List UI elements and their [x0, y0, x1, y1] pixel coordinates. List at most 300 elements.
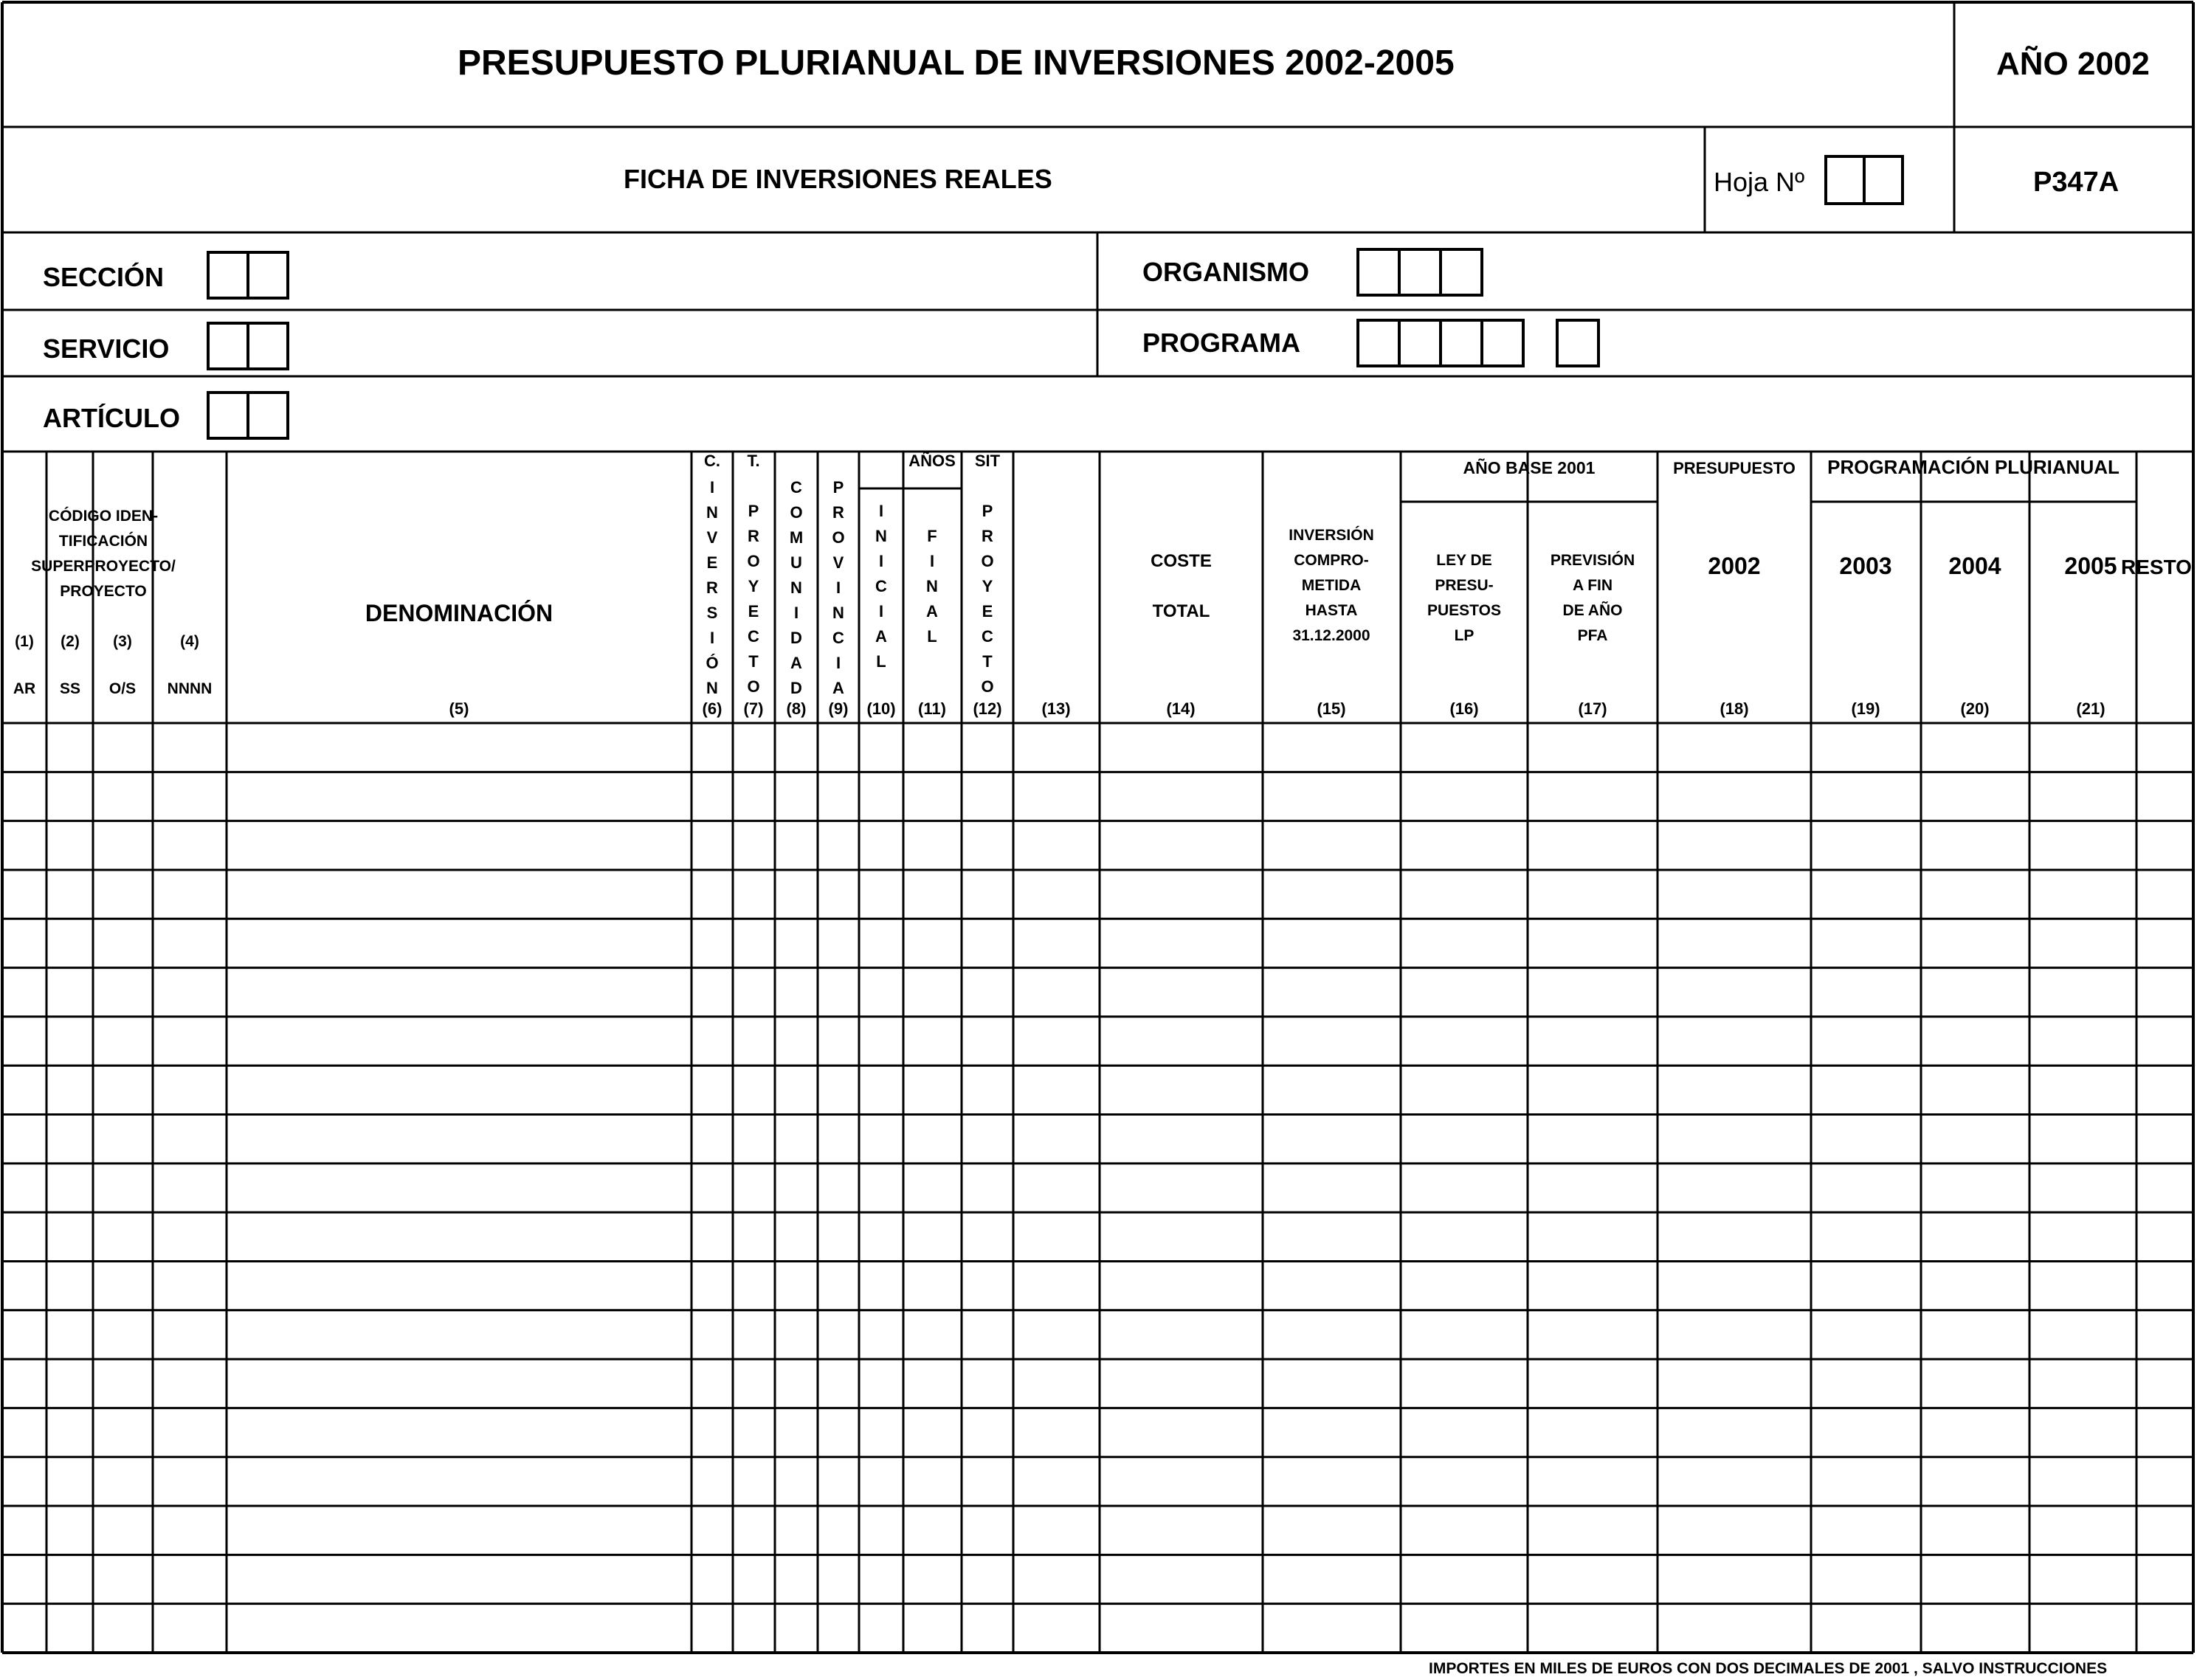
table-cell[interactable] [2029, 1261, 2136, 1310]
table-cell[interactable] [2136, 1555, 2193, 1603]
table-cell[interactable] [227, 1164, 691, 1212]
table-cell[interactable] [775, 919, 818, 967]
table-cell[interactable] [903, 1506, 962, 1555]
table-cell[interactable] [153, 1310, 227, 1359]
table-cell[interactable] [775, 1359, 818, 1408]
table-cell[interactable] [2136, 1604, 2193, 1653]
table-cell[interactable] [93, 1115, 153, 1164]
table-cell[interactable] [1658, 1261, 1811, 1310]
table-cell[interactable] [153, 1164, 227, 1212]
table-cell[interactable] [1100, 870, 1263, 919]
table-cell[interactable] [1528, 1115, 1658, 1164]
table-cell[interactable] [775, 1164, 818, 1212]
table-cell[interactable] [2, 968, 46, 1017]
table-cell[interactable] [2136, 968, 2193, 1017]
table-cell[interactable] [859, 1115, 903, 1164]
table-cell[interactable] [2136, 1408, 2193, 1456]
table-cell[interactable] [153, 1506, 227, 1555]
table-cell[interactable] [691, 772, 733, 820]
table-cell[interactable] [1528, 919, 1658, 967]
articulo-code-box[interactable] [207, 391, 249, 440]
table-cell[interactable] [1401, 1604, 1528, 1653]
table-cell[interactable] [2029, 1115, 2136, 1164]
table-cell[interactable] [1921, 723, 2029, 772]
table-cell[interactable] [733, 870, 775, 919]
table-cell[interactable] [1658, 870, 1811, 919]
table-cell[interactable] [2029, 1555, 2136, 1603]
table-cell[interactable] [859, 1164, 903, 1212]
table-cell[interactable] [691, 1065, 733, 1114]
table-cell[interactable] [1528, 1310, 1658, 1359]
table-cell[interactable] [1921, 1164, 2029, 1212]
table-cell[interactable] [153, 1017, 227, 1065]
table-cell[interactable] [1811, 1261, 1921, 1310]
table-cell[interactable] [93, 1065, 153, 1114]
table-cell[interactable] [775, 870, 818, 919]
table-cell[interactable] [859, 1261, 903, 1310]
table-cell[interactable] [2136, 1310, 2193, 1359]
table-cell[interactable] [153, 723, 227, 772]
table-cell[interactable] [46, 772, 93, 820]
table-cell[interactable] [1658, 1115, 1811, 1164]
table-cell[interactable] [2029, 870, 2136, 919]
table-cell[interactable] [962, 1212, 1013, 1261]
table-cell[interactable] [1811, 1065, 1921, 1114]
table-cell[interactable] [962, 870, 1013, 919]
table-cell[interactable] [859, 1555, 903, 1603]
table-cell[interactable] [2136, 723, 2193, 772]
table-cell[interactable] [2136, 1212, 2193, 1261]
table-cell[interactable] [859, 723, 903, 772]
table-cell[interactable] [1401, 919, 1528, 967]
table-cell[interactable] [1811, 1310, 1921, 1359]
table-cell[interactable] [903, 1212, 962, 1261]
table-cell[interactable] [818, 1506, 859, 1555]
table-cell[interactable] [733, 1359, 775, 1408]
table-cell[interactable] [227, 968, 691, 1017]
table-cell[interactable] [1401, 772, 1528, 820]
articulo-code-box[interactable] [246, 391, 289, 440]
table-cell[interactable] [1100, 1604, 1263, 1653]
table-cell[interactable] [1658, 1506, 1811, 1555]
table-cell[interactable] [2, 1261, 46, 1310]
table-cell[interactable] [1401, 1212, 1528, 1261]
table-cell[interactable] [153, 1408, 227, 1456]
table-cell[interactable] [46, 1359, 93, 1408]
table-cell[interactable] [775, 1555, 818, 1603]
table-cell[interactable] [1263, 1359, 1401, 1408]
table-cell[interactable] [93, 1212, 153, 1261]
table-cell[interactable] [1921, 1212, 2029, 1261]
table-cell[interactable] [93, 1408, 153, 1456]
table-cell[interactable] [46, 1065, 93, 1114]
table-cell[interactable] [2029, 1506, 2136, 1555]
table-cell[interactable] [691, 1457, 733, 1506]
table-cell[interactable] [818, 870, 859, 919]
table-cell[interactable] [2136, 919, 2193, 967]
table-cell[interactable] [46, 1506, 93, 1555]
table-cell[interactable] [1658, 772, 1811, 820]
table-cell[interactable] [733, 772, 775, 820]
table-cell[interactable] [2, 1164, 46, 1212]
table-cell[interactable] [1401, 1310, 1528, 1359]
table-cell[interactable] [93, 821, 153, 870]
table-cell[interactable] [733, 723, 775, 772]
table-cell[interactable] [1811, 1359, 1921, 1408]
table-cell[interactable] [1013, 1115, 1100, 1164]
table-cell[interactable] [1263, 772, 1401, 820]
table-cell[interactable] [962, 1457, 1013, 1506]
table-cell[interactable] [1658, 1359, 1811, 1408]
table-cell[interactable] [903, 1555, 962, 1603]
table-cell[interactable] [1528, 1555, 1658, 1603]
seccion-code-box[interactable] [246, 251, 289, 300]
table-cell[interactable] [1811, 1212, 1921, 1261]
table-cell[interactable] [903, 723, 962, 772]
table-cell[interactable] [1811, 1506, 1921, 1555]
table-cell[interactable] [227, 723, 691, 772]
table-cell[interactable] [775, 1457, 818, 1506]
table-cell[interactable] [1263, 870, 1401, 919]
table-cell[interactable] [733, 1604, 775, 1653]
table-cell[interactable] [859, 1017, 903, 1065]
table-cell[interactable] [1013, 1408, 1100, 1456]
table-cell[interactable] [1528, 772, 1658, 820]
table-cell[interactable] [46, 870, 93, 919]
table-cell[interactable] [775, 1310, 818, 1359]
table-cell[interactable] [903, 821, 962, 870]
table-cell[interactable] [2136, 1506, 2193, 1555]
table-cell[interactable] [1013, 870, 1100, 919]
table-cell[interactable] [93, 1359, 153, 1408]
table-cell[interactable] [2, 1212, 46, 1261]
table-cell[interactable] [903, 1065, 962, 1114]
table-cell[interactable] [2029, 919, 2136, 967]
table-cell[interactable] [2029, 1359, 2136, 1408]
table-cell[interactable] [93, 1506, 153, 1555]
table-cell[interactable] [2029, 1310, 2136, 1359]
table-cell[interactable] [962, 1408, 1013, 1456]
table-cell[interactable] [1263, 1212, 1401, 1261]
table-cell[interactable] [1263, 1164, 1401, 1212]
table-cell[interactable] [1013, 1604, 1100, 1653]
table-cell[interactable] [2, 919, 46, 967]
table-cell[interactable] [733, 1115, 775, 1164]
table-cell[interactable] [1811, 723, 1921, 772]
table-cell[interactable] [903, 1310, 962, 1359]
table-cell[interactable] [775, 772, 818, 820]
table-cell[interactable] [46, 1408, 93, 1456]
table-cell[interactable] [818, 1408, 859, 1456]
table-cell[interactable] [1528, 1457, 1658, 1506]
table-cell[interactable] [2136, 1261, 2193, 1310]
table-cell[interactable] [962, 1310, 1013, 1359]
table-cell[interactable] [227, 1212, 691, 1261]
table-cell[interactable] [1658, 1408, 1811, 1456]
table-cell[interactable] [1921, 1115, 2029, 1164]
table-cell[interactable] [46, 1212, 93, 1261]
table-cell[interactable] [903, 1017, 962, 1065]
table-cell[interactable] [818, 1212, 859, 1261]
table-cell[interactable] [818, 968, 859, 1017]
table-cell[interactable] [2136, 1457, 2193, 1506]
table-cell[interactable] [2, 1604, 46, 1653]
table-cell[interactable] [733, 1017, 775, 1065]
programa-code-box[interactable] [1480, 319, 1525, 367]
table-cell[interactable] [962, 821, 1013, 870]
table-cell[interactable] [903, 870, 962, 919]
table-cell[interactable] [962, 1065, 1013, 1114]
table-cell[interactable] [46, 968, 93, 1017]
table-cell[interactable] [153, 772, 227, 820]
table-cell[interactable] [775, 1212, 818, 1261]
table-cell[interactable] [818, 1457, 859, 1506]
table-cell[interactable] [691, 870, 733, 919]
table-cell[interactable] [1528, 1164, 1658, 1212]
table-cell[interactable] [46, 1457, 93, 1506]
table-cell[interactable] [1658, 1164, 1811, 1212]
table-cell[interactable] [153, 919, 227, 967]
table-cell[interactable] [903, 968, 962, 1017]
servicio-code-box[interactable] [246, 322, 289, 370]
table-cell[interactable] [227, 772, 691, 820]
table-cell[interactable] [1013, 1359, 1100, 1408]
table-cell[interactable] [962, 1555, 1013, 1603]
table-cell[interactable] [153, 968, 227, 1017]
table-cell[interactable] [775, 1604, 818, 1653]
table-cell[interactable] [1528, 723, 1658, 772]
table-cell[interactable] [1401, 1261, 1528, 1310]
table-cell[interactable] [2029, 968, 2136, 1017]
table-cell[interactable] [691, 919, 733, 967]
table-cell[interactable] [153, 1359, 227, 1408]
table-cell[interactable] [93, 1017, 153, 1065]
table-cell[interactable] [153, 870, 227, 919]
table-cell[interactable] [2029, 1604, 2136, 1653]
table-cell[interactable] [2, 1457, 46, 1506]
table-cell[interactable] [2029, 1212, 2136, 1261]
table-cell[interactable] [153, 1212, 227, 1261]
table-cell[interactable] [1658, 1457, 1811, 1506]
table-cell[interactable] [733, 1310, 775, 1359]
table-cell[interactable] [775, 1017, 818, 1065]
table-cell[interactable] [1263, 1408, 1401, 1456]
table-cell[interactable] [1921, 919, 2029, 967]
table-cell[interactable] [691, 1408, 733, 1456]
table-cell[interactable] [93, 1261, 153, 1310]
table-cell[interactable] [962, 1261, 1013, 1310]
table-cell[interactable] [153, 1115, 227, 1164]
table-cell[interactable] [227, 919, 691, 967]
table-cell[interactable] [1528, 870, 1658, 919]
table-cell[interactable] [1013, 1310, 1100, 1359]
table-cell[interactable] [1263, 919, 1401, 967]
table-cell[interactable] [2029, 723, 2136, 772]
table-cell[interactable] [1100, 968, 1263, 1017]
table-cell[interactable] [1013, 919, 1100, 967]
table-cell[interactable] [1263, 968, 1401, 1017]
table-cell[interactable] [46, 821, 93, 870]
table-cell[interactable] [818, 1604, 859, 1653]
table-cell[interactable] [1401, 870, 1528, 919]
table-cell[interactable] [1013, 968, 1100, 1017]
table-cell[interactable] [1921, 1457, 2029, 1506]
table-cell[interactable] [1528, 968, 1658, 1017]
table-cell[interactable] [227, 1408, 691, 1456]
table-cell[interactable] [1811, 968, 1921, 1017]
table-cell[interactable] [1013, 1555, 1100, 1603]
table-cell[interactable] [1811, 919, 1921, 967]
table-cell[interactable] [859, 772, 903, 820]
table-cell[interactable] [93, 723, 153, 772]
table-cell[interactable] [1100, 1212, 1263, 1261]
table-cell[interactable] [733, 1065, 775, 1114]
table-cell[interactable] [733, 968, 775, 1017]
table-cell[interactable] [2, 1408, 46, 1456]
table-cell[interactable] [1100, 1457, 1263, 1506]
table-cell[interactable] [1528, 1506, 1658, 1555]
table-cell[interactable] [1811, 870, 1921, 919]
table-cell[interactable] [775, 821, 818, 870]
table-cell[interactable] [46, 1261, 93, 1310]
table-cell[interactable] [818, 1555, 859, 1603]
table-cell[interactable] [775, 1408, 818, 1456]
table-cell[interactable] [691, 821, 733, 870]
table-cell[interactable] [1811, 821, 1921, 870]
table-cell[interactable] [691, 1604, 733, 1653]
table-cell[interactable] [227, 1115, 691, 1164]
table-cell[interactable] [859, 870, 903, 919]
table-cell[interactable] [93, 870, 153, 919]
organismo-code-box[interactable] [1398, 248, 1442, 297]
table-cell[interactable] [46, 1310, 93, 1359]
table-cell[interactable] [227, 1261, 691, 1310]
table-cell[interactable] [903, 1604, 962, 1653]
table-cell[interactable] [859, 919, 903, 967]
table-cell[interactable] [93, 968, 153, 1017]
table-cell[interactable] [153, 1261, 227, 1310]
table-cell[interactable] [1100, 1359, 1263, 1408]
table-cell[interactable] [1811, 1555, 1921, 1603]
table-cell[interactable] [227, 870, 691, 919]
table-cell[interactable] [2, 870, 46, 919]
table-cell[interactable] [818, 1065, 859, 1114]
table-cell[interactable] [691, 968, 733, 1017]
table-cell[interactable] [962, 1604, 1013, 1653]
table-cell[interactable] [962, 919, 1013, 967]
table-cell[interactable] [1658, 1555, 1811, 1603]
table-cell[interactable] [733, 1261, 775, 1310]
table-cell[interactable] [1013, 821, 1100, 870]
table-cell[interactable] [775, 723, 818, 772]
table-cell[interactable] [1100, 772, 1263, 820]
table-cell[interactable] [1100, 1408, 1263, 1456]
table-cell[interactable] [1263, 1506, 1401, 1555]
table-cell[interactable] [2, 723, 46, 772]
organismo-code-box[interactable] [1439, 248, 1483, 297]
table-cell[interactable] [1811, 772, 1921, 820]
programa-code-box[interactable] [1439, 319, 1483, 367]
table-cell[interactable] [1100, 1261, 1263, 1310]
table-cell[interactable] [2, 1115, 46, 1164]
table-cell[interactable] [1013, 1212, 1100, 1261]
table-cell[interactable] [46, 1017, 93, 1065]
table-cell[interactable] [1401, 1555, 1528, 1603]
table-cell[interactable] [775, 968, 818, 1017]
table-cell[interactable] [93, 1457, 153, 1506]
servicio-code-box[interactable] [207, 322, 249, 370]
table-cell[interactable] [1263, 1065, 1401, 1114]
table-cell[interactable] [1263, 1604, 1401, 1653]
table-cell[interactable] [1921, 1017, 2029, 1065]
table-cell[interactable] [153, 1065, 227, 1114]
table-cell[interactable] [2, 1310, 46, 1359]
table-cell[interactable] [1013, 723, 1100, 772]
table-cell[interactable] [227, 1310, 691, 1359]
table-cell[interactable] [733, 1164, 775, 1212]
table-cell[interactable] [691, 1506, 733, 1555]
table-cell[interactable] [1658, 1017, 1811, 1065]
table-cell[interactable] [1921, 1261, 2029, 1310]
table-cell[interactable] [1528, 1261, 1658, 1310]
table-cell[interactable] [1921, 1065, 2029, 1114]
table-cell[interactable] [691, 1017, 733, 1065]
table-cell[interactable] [818, 821, 859, 870]
table-cell[interactable] [1921, 1359, 2029, 1408]
table-cell[interactable] [818, 1115, 859, 1164]
table-cell[interactable] [1013, 1261, 1100, 1310]
table-cell[interactable] [1658, 723, 1811, 772]
table-cell[interactable] [2, 1555, 46, 1603]
table-cell[interactable] [1921, 1408, 2029, 1456]
table-cell[interactable] [903, 1408, 962, 1456]
table-cell[interactable] [1401, 1506, 1528, 1555]
table-cell[interactable] [1263, 821, 1401, 870]
table-cell[interactable] [859, 1359, 903, 1408]
table-cell[interactable] [46, 1115, 93, 1164]
table-cell[interactable] [962, 1115, 1013, 1164]
table-cell[interactable] [1013, 1457, 1100, 1506]
table-cell[interactable] [2029, 821, 2136, 870]
table-cell[interactable] [1528, 1212, 1658, 1261]
table-cell[interactable] [818, 772, 859, 820]
table-cell[interactable] [153, 1555, 227, 1603]
table-cell[interactable] [2029, 772, 2136, 820]
table-cell[interactable] [859, 1604, 903, 1653]
table-cell[interactable] [962, 723, 1013, 772]
table-cell[interactable] [2136, 870, 2193, 919]
table-cell[interactable] [2029, 1017, 2136, 1065]
programa-code-box[interactable] [1398, 319, 1442, 367]
table-cell[interactable] [227, 1359, 691, 1408]
table-cell[interactable] [818, 1017, 859, 1065]
table-cell[interactable] [1401, 1065, 1528, 1114]
table-cell[interactable] [46, 919, 93, 967]
table-cell[interactable] [153, 821, 227, 870]
table-cell[interactable] [691, 1359, 733, 1408]
table-cell[interactable] [1013, 1065, 1100, 1114]
table-cell[interactable] [93, 772, 153, 820]
table-cell[interactable] [153, 1457, 227, 1506]
table-cell[interactable] [733, 1457, 775, 1506]
table-cell[interactable] [1100, 919, 1263, 967]
table-cell[interactable] [2136, 1359, 2193, 1408]
table-cell[interactable] [227, 821, 691, 870]
table-cell[interactable] [775, 1506, 818, 1555]
sheet-number-box[interactable] [1824, 155, 1866, 205]
table-cell[interactable] [1921, 1506, 2029, 1555]
organismo-code-box[interactable] [1356, 248, 1401, 297]
